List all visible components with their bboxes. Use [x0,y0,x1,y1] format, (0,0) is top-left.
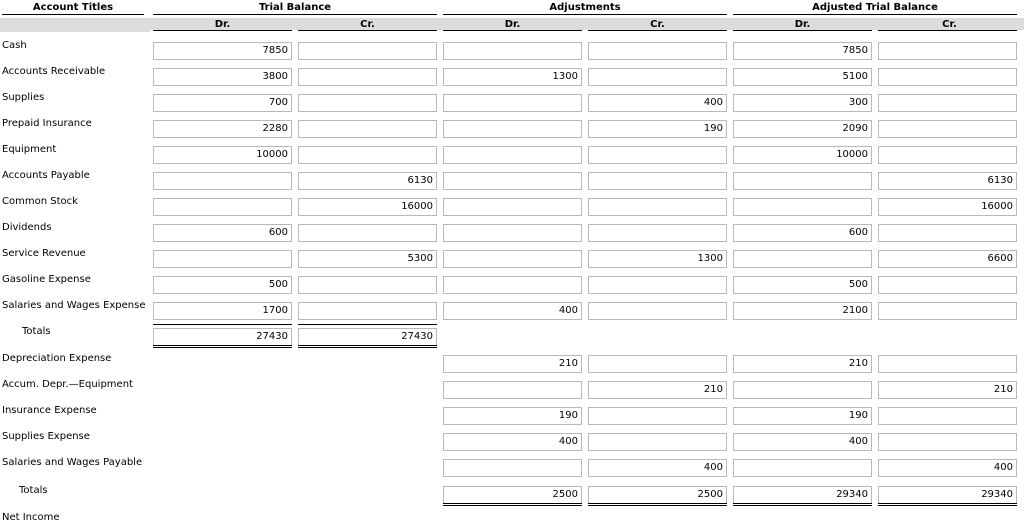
adj-cr-field[interactable] [588,172,727,190]
account-label: Cash [2,40,27,51]
tb-cr-field[interactable] [298,276,437,294]
atb-cr-field[interactable] [878,276,1017,294]
adj-cr-field[interactable] [588,276,727,294]
account-label: Gasoline Expense [2,274,91,285]
adj-dr-field[interactable]: 400 [443,433,582,451]
cr-column-header: Cr. [875,18,1024,30]
atb-dr-field[interactable]: 600 [733,224,872,242]
tb-dr-field[interactable]: 700 [153,94,292,112]
adj-dr-field[interactable] [443,276,582,294]
account-label: Supplies [2,92,45,103]
double-underline [878,503,1017,506]
atb-cr-field[interactable]: 6600 [878,250,1017,268]
adj-dr-field[interactable] [443,42,582,60]
double-underline [298,345,437,348]
account-label: Dividends [2,222,52,233]
adj-dr-total-field[interactable]: 2500 [443,486,582,504]
double-underline [588,503,727,506]
atb-cr-field[interactable] [878,355,1017,373]
atb-cr-field[interactable] [878,42,1017,60]
atb-cr-field[interactable]: 6130 [878,172,1017,190]
atb-cr-field[interactable] [878,224,1017,242]
tb-dr-field[interactable] [153,198,292,216]
tb-dr-field[interactable]: 7850 [153,42,292,60]
account-label: Equipment [2,144,57,155]
tb-cr-field[interactable] [298,94,437,112]
adj-dr-field[interactable]: 190 [443,407,582,425]
account-label: Supplies Expense [2,431,90,442]
adj-cr-field[interactable]: 1300 [588,250,727,268]
header-underline [443,14,727,15]
total-underline [298,324,437,325]
adj-cr-field[interactable]: 400 [588,94,727,112]
header-underline [153,30,292,31]
adj-cr-field[interactable] [588,224,727,242]
account-label: Salaries and Wages Expense [2,300,146,311]
atb-dr-field[interactable] [733,459,872,477]
tb-dr-field[interactable] [153,172,292,190]
atb-dr-total-field[interactable]: 29340 [733,486,872,504]
adjusted-trial-balance-header: Adjusted Trial Balance [812,2,938,13]
adj-cr-field[interactable] [588,146,727,164]
header-underline [878,30,1017,31]
atb-dr-field[interactable]: 210 [733,355,872,373]
tb-cr-field[interactable] [298,224,437,242]
tb-dr-field[interactable]: 600 [153,224,292,242]
atb-dr-field[interactable] [733,250,872,268]
atb-cr-field[interactable]: 210 [878,381,1017,399]
cr-column-header: Cr. [585,18,730,30]
tb-cr-field[interactable] [298,68,437,86]
tb-dr-field[interactable]: 10000 [153,146,292,164]
atb-cr-total-field[interactable]: 29340 [878,486,1017,504]
account-label: Accum. Depr.—Equipment [2,379,133,390]
tb-dr-total-field[interactable]: 27430 [153,328,292,346]
dr-column-header: Dr. [440,18,585,30]
adj-cr-field[interactable]: 210 [588,381,727,399]
adj-cr-field[interactable] [588,355,727,373]
adj-dr-field[interactable] [443,198,582,216]
adj-dr-field[interactable] [443,146,582,164]
double-underline [443,503,582,506]
atb-dr-field[interactable] [733,198,872,216]
atb-dr-field[interactable]: 5100 [733,68,872,86]
tb-cr-field[interactable] [298,42,437,60]
totals-label: Totals [22,326,51,337]
header-band [0,18,150,32]
total-underline [153,324,292,325]
header-underline [153,14,437,15]
tb-cr-field[interactable] [298,146,437,164]
trial-balance-header: Trial Balance [258,2,332,13]
atb-dr-field[interactable] [733,381,872,399]
adj-cr-field[interactable] [588,433,727,451]
tb-dr-field[interactable]: 3800 [153,68,292,86]
tb-dr-field[interactable]: 2280 [153,120,292,138]
header-underline [298,30,437,31]
dr-column-header: Dr. [730,18,875,30]
tb-cr-field[interactable]: 5300 [298,250,437,268]
adj-cr-field[interactable]: 190 [588,120,727,138]
adjustments-header: Adjustments [549,2,621,13]
adj-cr-field[interactable] [588,68,727,86]
adj-cr-field[interactable] [588,302,727,320]
tb-dr-field[interactable] [153,250,292,268]
adj-dr-field[interactable] [443,94,582,112]
tb-dr-field[interactable]: 500 [153,276,292,294]
atb-dr-field[interactable]: 190 [733,407,872,425]
tb-dr-field[interactable]: 1700 [153,302,292,320]
adj-dr-field[interactable] [443,120,582,138]
atb-cr-field[interactable] [878,120,1017,138]
account-label: Accounts Payable [2,170,90,181]
adj-dr-field[interactable] [443,224,582,242]
adj-dr-field[interactable] [443,459,582,477]
account-titles-header: Account Titles [32,2,114,13]
atb-cr-field[interactable] [878,146,1017,164]
adj-dr-field[interactable] [443,172,582,190]
atb-dr-field[interactable]: 7850 [733,42,872,60]
atb-cr-field[interactable] [878,68,1017,86]
totals-label: Totals [19,485,48,496]
adj-dr-field[interactable] [443,381,582,399]
adj-dr-field[interactable] [443,250,582,268]
account-label: Service Revenue [2,248,86,259]
account-label: Common Stock [2,196,78,207]
account-label: Insurance Expense [2,405,97,416]
atb-cr-field[interactable] [878,302,1017,320]
atb-dr-field[interactable]: 300 [733,94,872,112]
adj-cr-field[interactable] [588,198,727,216]
cr-column-header: Cr. [295,18,440,30]
adj-cr-field[interactable] [588,407,727,425]
adj-dr-field[interactable]: 210 [443,355,582,373]
atb-cr-field[interactable]: 400 [878,459,1017,477]
atb-dr-field[interactable] [733,172,872,190]
tb-cr-field[interactable] [298,120,437,138]
dr-column-header: Dr. [150,18,295,30]
adj-cr-total-field[interactable]: 2500 [588,486,727,504]
atb-cr-field[interactable]: 16000 [878,198,1017,216]
tb-cr-total-field[interactable]: 27430 [298,328,437,346]
header-underline [733,14,1017,15]
adj-cr-field[interactable]: 400 [588,459,727,477]
double-underline [733,503,872,506]
tb-cr-field[interactable] [298,302,437,320]
double-underline [153,345,292,348]
atb-dr-field[interactable]: 400 [733,433,872,451]
header-underline [733,30,872,31]
adj-cr-field[interactable] [588,42,727,60]
atb-cr-field[interactable] [878,94,1017,112]
atb-dr-field[interactable]: 2100 [733,302,872,320]
header-underline [2,14,144,15]
account-label: Salaries and Wages Payable [2,457,143,468]
atb-cr-field[interactable] [878,433,1017,451]
tb-cr-field[interactable]: 6130 [298,172,437,190]
atb-dr-field[interactable]: 2090 [733,120,872,138]
net-income-label: Net Income [2,512,60,523]
account-label: Prepaid Insurance [2,118,92,129]
header-underline [443,30,582,31]
account-label: Accounts Receivable [2,66,106,77]
atb-dr-field[interactable]: 10000 [733,146,872,164]
tb-cr-field[interactable]: 16000 [298,198,437,216]
adj-dr-field[interactable]: 400 [443,302,582,320]
account-label: Depreciation Expense [2,353,112,364]
atb-dr-field[interactable]: 500 [733,276,872,294]
atb-cr-field[interactable] [878,407,1017,425]
header-underline [588,30,727,31]
adj-dr-field[interactable]: 1300 [443,68,582,86]
